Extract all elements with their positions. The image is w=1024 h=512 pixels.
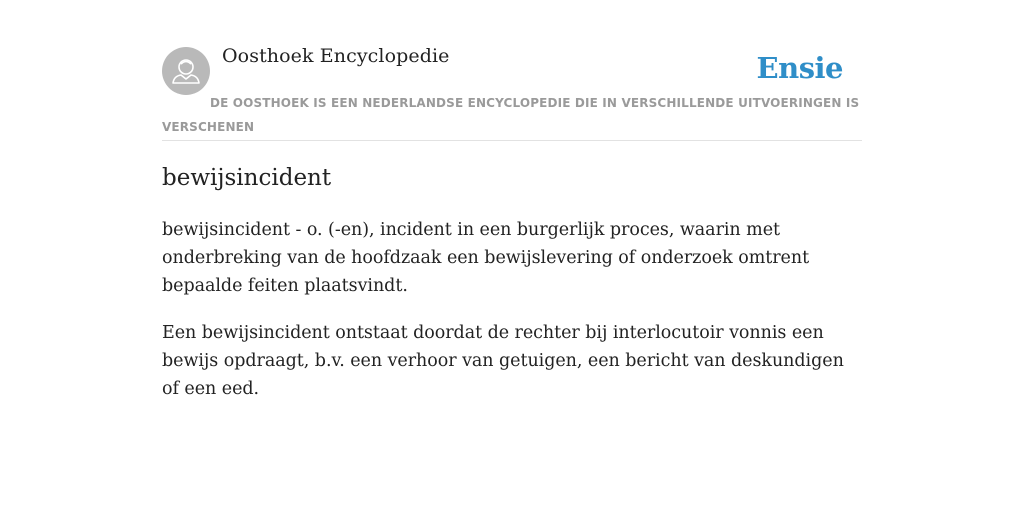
entry-paragraph-definition: bewijsincident - o. (-en), incident in een burgerlijk proces, waarin met onderbreking van de hoofdzaak een bewijslevering of onderzoek omtrent bepaalde feiten plaatsvindt. (162, 220, 810, 296)
site-tagline: DE OOSTHOEK IS EEN NEDERLANDSE ENCYCLOPEDIE DIE IN VERSCHILLENDE UITVOERINGEN IS VERSCHENEN (162, 96, 860, 134)
user-silhouette-icon[interactable] (162, 47, 210, 95)
entry-paragraph-explanation: Een bewijsincident ontstaat doordat de rechter bij interlocutoir vonnis een bewijs opdraagt, b.v. een verhoor van getuigen, een bericht van deskundigen of een eed. (162, 323, 844, 399)
entry-title: bewijsincident (162, 165, 332, 191)
brand-logo[interactable]: Ensie (756, 51, 843, 85)
entry-content (162, 160, 862, 403)
source-header (162, 44, 862, 141)
site-name-link[interactable]: Oosthoek Encyclopedie (222, 45, 450, 67)
